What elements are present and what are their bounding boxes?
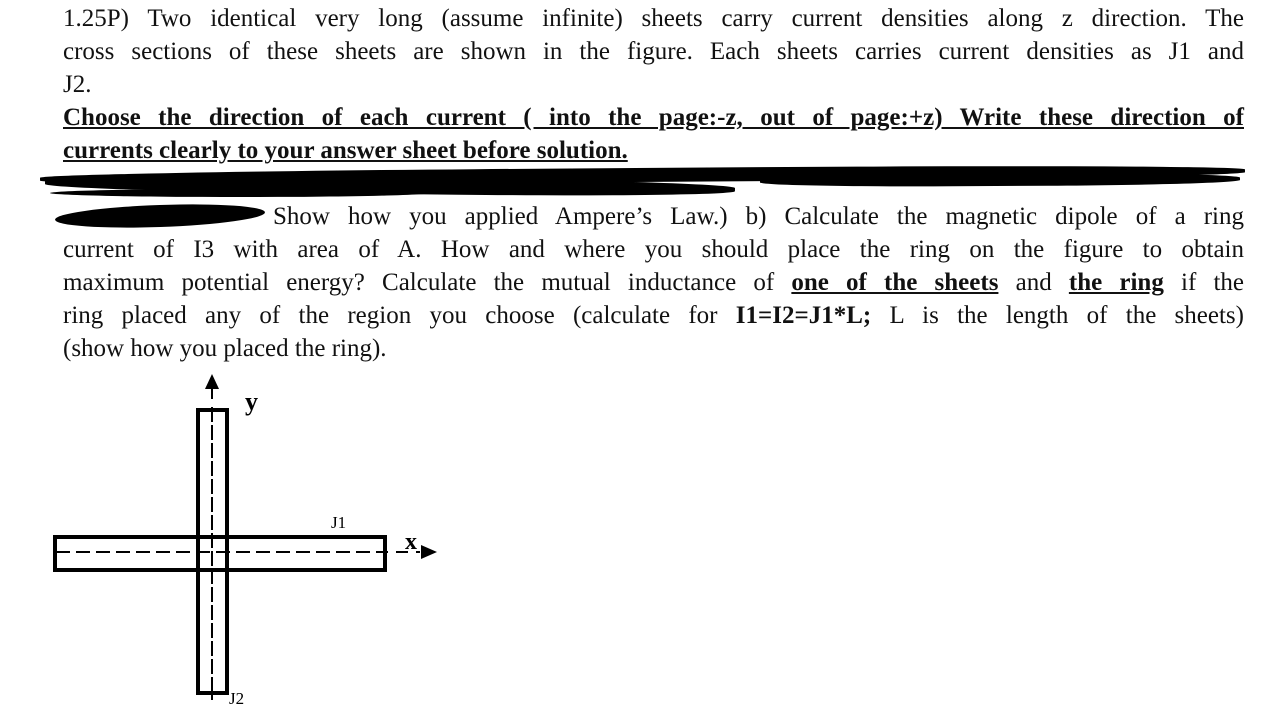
x-axis-arrowhead	[421, 545, 437, 559]
sheet-j1	[55, 537, 385, 570]
intro-line-3: J2.	[63, 71, 92, 98]
sheet-j1-label: J1	[331, 513, 347, 532]
question-line-4-part-a: ring placed any of the region you choose (calculate for	[63, 302, 736, 329]
sheet-j2	[198, 410, 227, 693]
sheet-j2-label: J2	[229, 689, 245, 708]
question-line-4	[63, 299, 1244, 332]
question-line-3-part-c: if the	[1163, 269, 1244, 296]
y-axis-label: y	[245, 387, 258, 416]
emphasis-one-of-the-sheets: one of the sheets	[791, 269, 999, 296]
instruction-line-1: Choose the direction of each current ( into the page:-z, out of page:+z) Write these direction of	[63, 104, 1244, 131]
problem-instruction	[63, 101, 1244, 167]
question-line-3-part-b: and	[998, 269, 1069, 296]
y-axis-arrowhead	[205, 374, 219, 389]
intro-line-2: cross sections of these sheets are shown in the figure. Each sheets carries current densities as J1 and	[63, 38, 1244, 65]
problem-question	[63, 200, 1244, 365]
question-line-4-part-c: L is the length of the sheets)	[871, 302, 1244, 329]
x-axis-label: x	[405, 529, 417, 555]
intro-line-1: 1.25P) Two identical very long (assume infinite) sheets carry current densities along z direction. The	[63, 5, 1244, 32]
question-line-5: (show how you placed the ring).	[63, 335, 387, 362]
question-line-3-part-a: maximum potential energy? Calculate the mutual inductance of	[63, 269, 792, 296]
question-line-2: current of I3 with area of A. How and where you should place the ring on the figure to obtain	[63, 236, 1244, 263]
instruction-line-2: currents clearly to your answer sheet before solution.	[63, 137, 628, 164]
question-line-1: Show how you applied Ampere’s Law.) b) Calculate the magnetic dipole of a ring	[273, 203, 1244, 230]
equation-currents: I1=I2=J1*L;	[735, 302, 872, 329]
emphasis-the-ring: the ring	[1068, 269, 1164, 296]
question-line-3	[63, 266, 1244, 299]
problem-intro	[63, 2, 1244, 101]
